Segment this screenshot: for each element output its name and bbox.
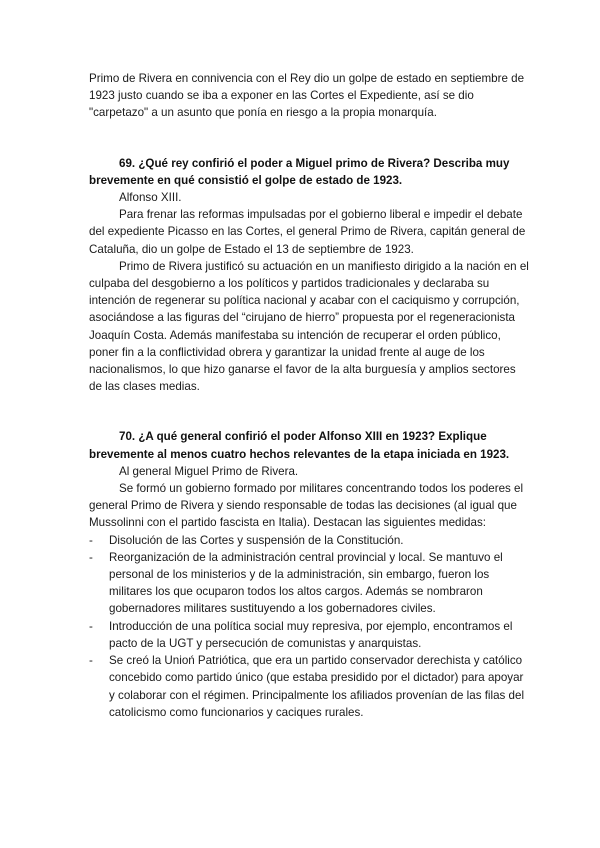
answer-70: Al general Miguel Primo de Rivera. [119,464,299,478]
q69-paragraph-2: Primo de Rivera justificó su actuación en un manifiesto dirigido a la nación en el culpaba del desgobierno a los políticos y partidos tradicionales y declaraba su intención de regenerar su política nacional y acabar con el caciquismo y corrupción, asociándose a las figuras del “cirujano de hierro” propuesta por el regeneracionista Joaquín Costa. Además manifestaba su intención de recuperar el orden público, poner fin a la conflictividad obrera y garantizar la unidad frente al auge de los nacionalismos, lo que hizo ganarse el favor de la alta burguesía y amplios sectores de las clases medias. [89,259,529,394]
list-item-text: Disolución de las Cortes y suspensión de la Constitución. [109,533,404,547]
intro-paragraph: Primo de Rivera en connivencia con el Rey dio un golpe de estado en septiembre de 1923 justo cuando se iba a exponer en las Cortes el Expediente, así se dio "carpetazo" a un asunto que ponía en riesgo a la propia monarquía. [89,72,525,120]
document-body [89,70,529,721]
list-item-text: Reorganización de la administración central provincial y local. Se mantuvo el personal de los ministerios y de la administración, sin embargo, fueron los militares los que ocuparon todos los altos cargos. Además se nombraron gobernadores militares sustituyendo a los gobernadores civiles. [109,550,503,616]
dash-bullet: - [89,619,93,633]
question-70: 70. ¿A qué general confirió el poder Alfonso XIII en 1923? Explique brevemente al menos cuatro hechos relevantes de la etapa iniciada en 1923. [89,430,510,461]
section-spacer [89,395,529,428]
q69-paragraph-1: Para frenar las reformas impulsadas por el gobierno liberal e impedir el debate del expediente Picasso en las Cortes, el general Primo de Rivera, capitán general de Cataluña, dio un golpe de Estado el 13 de septiembre de 1923. [89,208,526,256]
list-item-text: Se creó la Unioń Patriótica, que era un partido conservador derechista y católico concebido como partido único (que estaba presidido por el dictador) para apoyar y colaborar con el régimen. Principalmente los afiliados provenían de las filas del catolicismo como funcionarios y caciques rurales. [109,654,525,719]
list-item [89,549,529,618]
list-item-text: Introducción de una política social muy represiva, por ejemplo, encontramos el pacto de la UGT y persecución de comunistas y anarquistas. [109,619,513,650]
question-69: 69. ¿Qué rey confirió el poder a Miguel primo de Rivera? Describa muy brevemente en qué consistió el golpe de estado de 1923. [89,156,510,187]
answer-69: Alfonso XIII. [119,191,182,205]
list-item [89,532,529,549]
dash-bullet: - [89,533,93,547]
dash-bullet: - [89,550,93,564]
list-item [89,618,529,652]
dash-bullet: - [89,654,93,668]
q70-paragraph-1: Se formó un gobierno formado por militares concentrando todos los poderes el general Primo de Rivera y siendo responsable de todas las decisiones (al igual que Mussolinni con el partido fascista en Italia). Destacan las siguientes medidas: [89,482,524,530]
list-item [89,652,529,721]
measures-list [89,532,529,721]
section-spacer [89,122,529,155]
